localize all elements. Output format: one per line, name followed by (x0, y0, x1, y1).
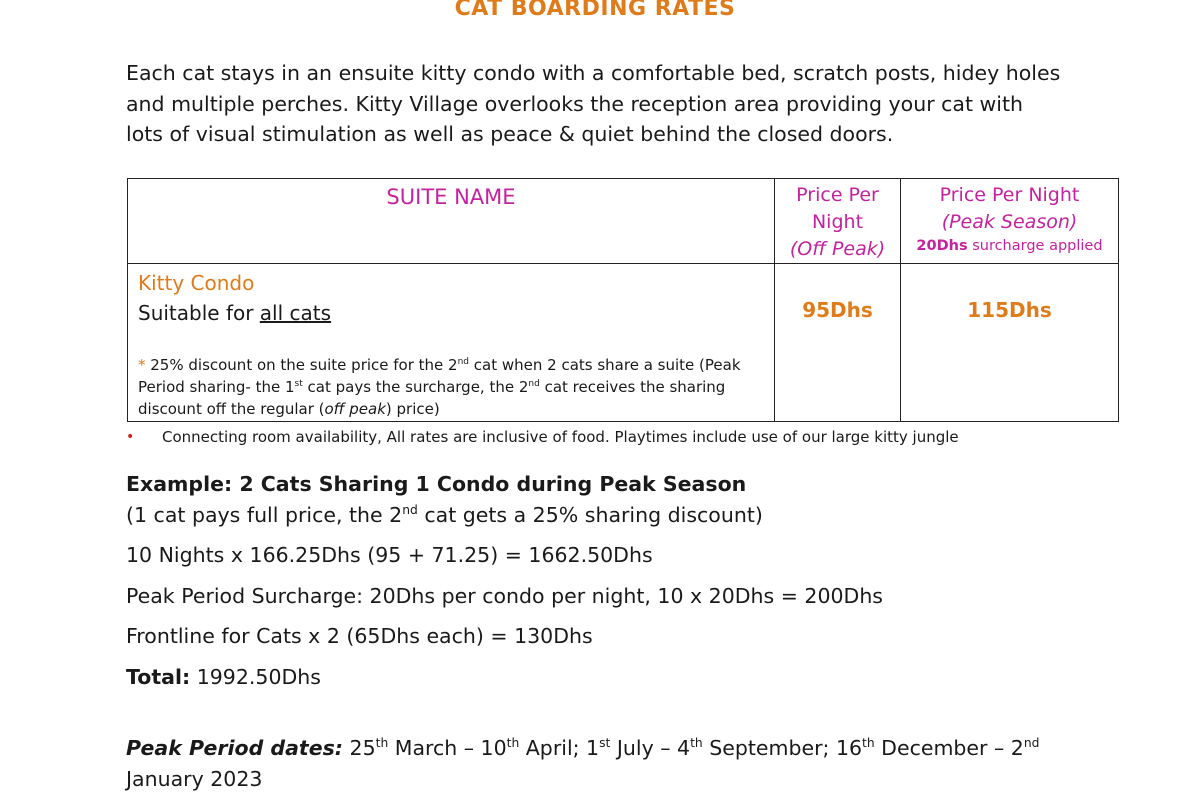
header-peak-surcharge (901, 236, 1118, 256)
price-peak: 115Dhs (901, 264, 1119, 422)
example-heading-text: Example: 2 Cats Sharing 1 Condo during Peak Season (126, 472, 747, 496)
table-header-row (128, 179, 1119, 264)
header-offpeak-line: Price Per (796, 184, 879, 206)
peak-sup: st (599, 736, 611, 751)
example-total-line (126, 665, 321, 689)
suite-cell (128, 264, 775, 422)
peak-dates-line2: January 2023 (126, 767, 263, 791)
header-price-offpeak (775, 179, 901, 264)
intro-line: Each cat stays in an ensuite kitty condo with a comfortable bed, scratch posts, hidey holes (126, 61, 1061, 85)
surcharge-amount: 20Dhs (916, 238, 968, 254)
peak-text: March – 10 (388, 736, 507, 760)
table-row (128, 264, 1119, 422)
example-sub-text: cat gets a 25% sharing discount) (417, 503, 763, 527)
bullet-marker: • (126, 429, 135, 445)
suite-desc-prefix: Suitable for (138, 301, 260, 325)
note-text: Period sharing- the 1 (138, 378, 295, 396)
example-sub-text: (1 cat pays full price, the 2 (126, 503, 403, 527)
peak-text: April; 1 (519, 736, 600, 760)
peak-text: December – 2 (874, 736, 1024, 760)
note-text: discount off the regular ( (138, 400, 325, 418)
note-text: cat when 2 cats share a suite (Peak (469, 356, 741, 374)
note-sup: nd (457, 357, 470, 367)
bullet-text: Connecting room availability, All rates are inclusive of food. Playtimes include use of our large kitty jungle (162, 428, 959, 446)
total-label: Total: (126, 665, 191, 689)
header-offpeak-line: Night (811, 211, 864, 233)
note-text: cat pays the surcharge, the 2 (302, 378, 529, 396)
note-text: 25% discount on the suite price for the 2 (145, 356, 458, 374)
header-suite-name: SUITE NAME (128, 179, 775, 264)
example-nights-line: 10 Nights x 166.25Dhs (95 + 71.25) = 1662.50Dhs (126, 543, 653, 567)
total-value: 1992.50Dhs (190, 665, 321, 689)
peak-sup: th (506, 736, 520, 751)
example-sup: nd (402, 503, 418, 518)
surcharge-text: surcharge applied (967, 238, 1103, 254)
note-asterisk: * (138, 356, 146, 374)
example-heading (126, 472, 746, 496)
intro-line: lots of visual stimulation as well as peace & quiet behind the closed doors. (126, 122, 894, 146)
suite-description (138, 298, 764, 328)
price-offpeak: 95Dhs (775, 264, 901, 422)
example-subheading (126, 503, 763, 527)
intro-paragraph (126, 58, 1086, 150)
peak-dates-line (126, 736, 1039, 760)
peak-dates-label: Peak Period dates: (126, 736, 344, 760)
peak-sup: th (375, 736, 389, 751)
suite-name: Kitty Condo (138, 271, 255, 295)
header-peak-line: (Peak Season) (941, 211, 1078, 233)
page-title: CAT BOARDING RATES (454, 0, 736, 21)
note-text: ) price) (385, 400, 440, 418)
note-italic: off peak (324, 400, 386, 418)
header-price-peak (901, 179, 1119, 264)
peak-text: September; 16 (702, 736, 863, 760)
rates-table (127, 178, 1119, 422)
note-text: cat receives the sharing (539, 378, 726, 396)
header-peak-line: Price Per Night (939, 184, 1080, 206)
suite-desc-underlined: all cats (259, 301, 332, 325)
peak-sup: th (690, 736, 703, 751)
peak-sup: th (862, 736, 875, 751)
header-offpeak-line: (Off Peak) (789, 238, 886, 260)
note-sup: nd (528, 379, 540, 389)
peak-sup: nd (1023, 736, 1040, 751)
sharing-discount-note (138, 354, 764, 420)
peak-text: 25 (343, 736, 376, 760)
peak-text: July – 4 (610, 736, 691, 760)
note-sup: st (294, 379, 303, 389)
example-surcharge-line: Peak Period Surcharge: 20Dhs per condo per night, 10 x 20Dhs = 200Dhs (126, 584, 883, 608)
intro-line: and multiple perches. Kitty Village overlooks the reception area providing your cat with (126, 91, 1024, 116)
example-frontline-line: Frontline for Cats x 2 (65Dhs each) = 130Dhs (126, 624, 593, 648)
